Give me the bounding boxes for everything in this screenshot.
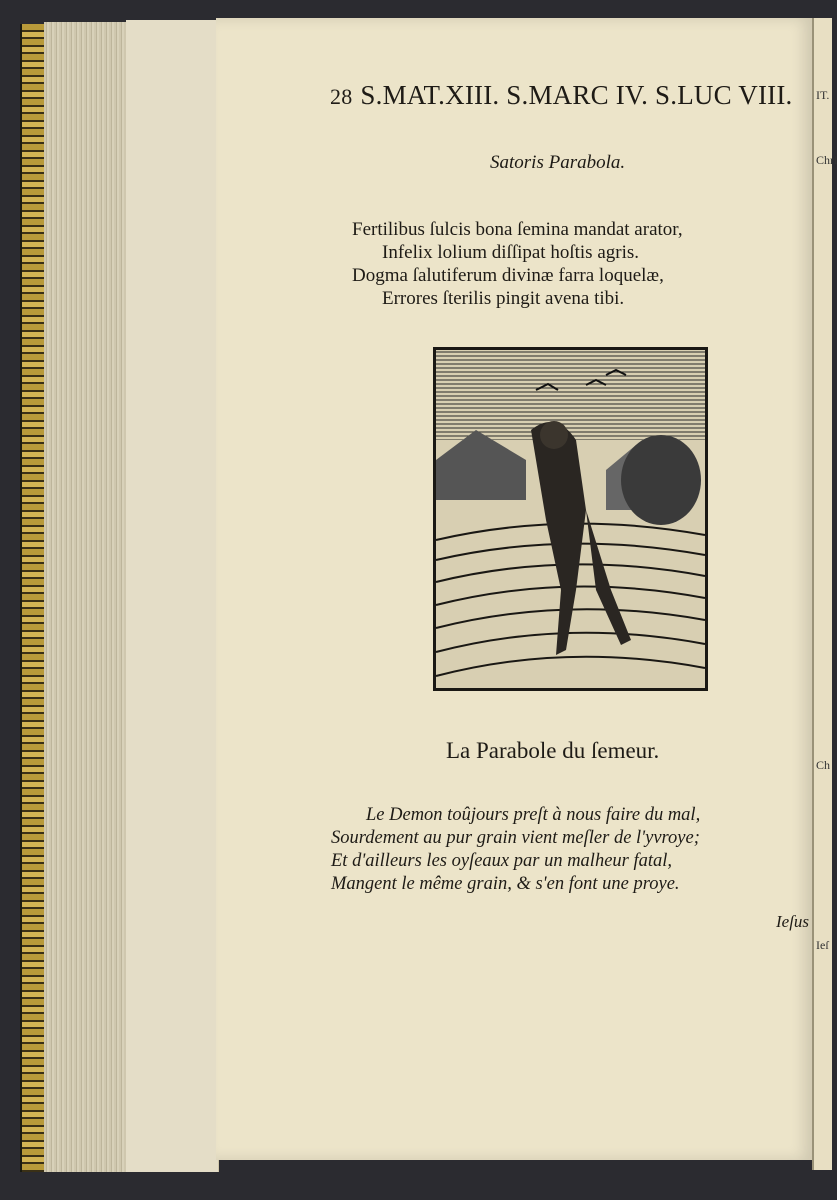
latin-verse: Errores ſterilis pingit avena tibi. <box>382 288 625 309</box>
latin-title: Satoris Parabola. <box>490 152 626 173</box>
french-title: La Parabole du ſemeur. <box>446 738 660 763</box>
running-header-text: S.MAT.XIII. S.MARC IV. S.LUC VIII. <box>360 80 793 110</box>
french-verse: Et d'ailleurs les oyſeaux par un malheur fatal, <box>331 851 673 871</box>
page-number: 28 <box>330 84 353 109</box>
running-header <box>330 80 793 111</box>
page-block-edges <box>44 22 126 1172</box>
blank-facing-leaf <box>126 20 219 1172</box>
latin-verse: Infelix lolium diſſipat hoſtis agris. <box>382 242 640 263</box>
book-spine-gilt-edge <box>20 24 46 1172</box>
catchword: Ieſus <box>776 912 810 931</box>
latin-verse: Dogma ſalutiferum divinæ farra loquelæ, <box>352 265 664 286</box>
latin-verse: Fertilibus ſulcis bona ſemina mandat arator, <box>352 219 683 240</box>
woodcut-sower-illustration <box>433 347 708 691</box>
french-verse: Mangent le même grain, & s'en font une proye. <box>331 874 680 894</box>
next-page-edge: IT. Chri Ch Ieſ <box>812 18 832 1170</box>
french-verse: Le Demon toûjours preſt à nous faire du mal, <box>366 805 701 825</box>
french-verse: Sourdement au pur grain vient meſler de l'yvroye; <box>331 828 700 848</box>
